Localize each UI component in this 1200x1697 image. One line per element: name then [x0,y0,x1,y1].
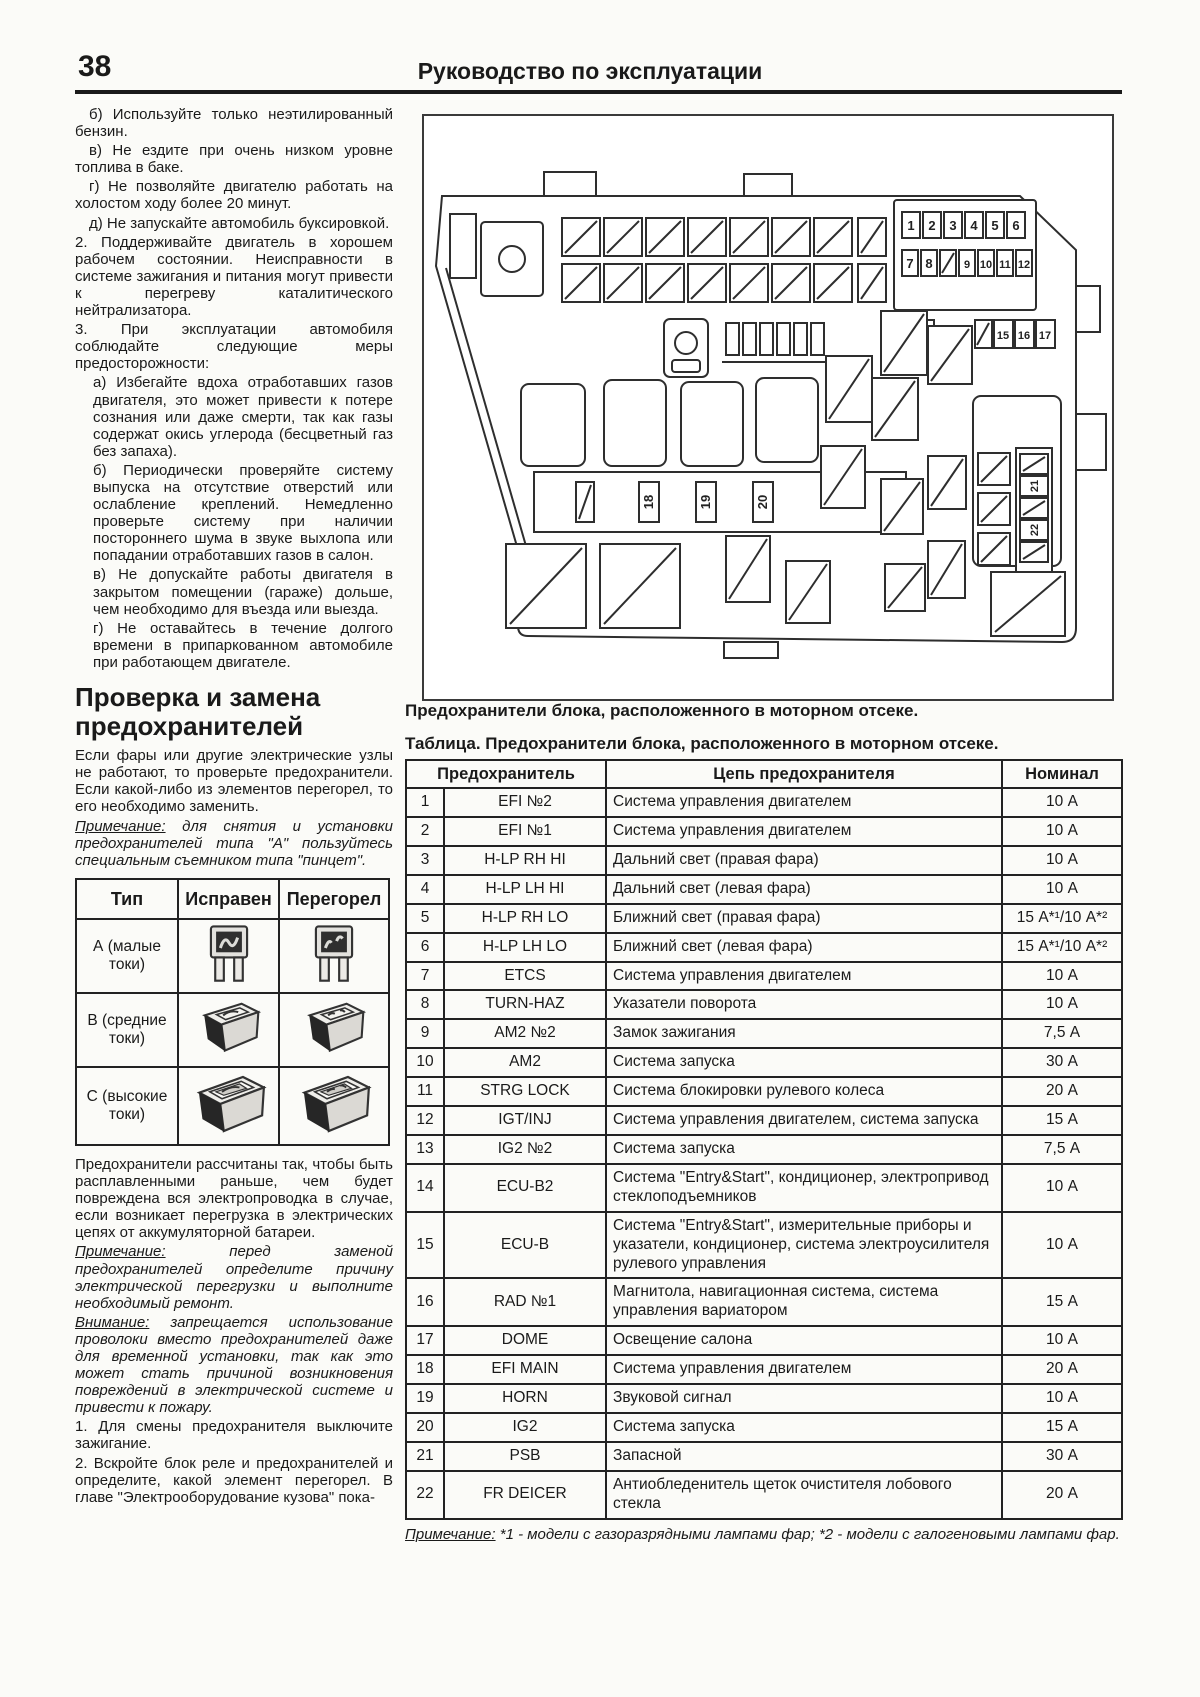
figure-caption: Предохранители блока, расположенного в моторном отсеке. [405,701,919,720]
fuse-rating: 15 А*¹/10 А*² [1002,904,1122,933]
fuse-type-table [75,878,390,1146]
table-row [406,1048,1122,1077]
table-row [406,1077,1122,1106]
footnote-label: Примечание: [405,1525,496,1543]
fuse-rating: 10 А [1002,990,1122,1019]
fuse-slot-label: 18 [641,494,656,510]
note [75,818,393,869]
warning-label: Внимание: [75,1313,150,1331]
fuse-name: H-LP LH HI [444,875,606,904]
table-row [406,1278,1122,1326]
paragraph: в) Не допускайте работы двигателя в закрытом помещении (гараже) дольше, чем необходимо для въезда или выезда. [93,566,393,618]
right-column [405,701,1121,1559]
fuse-number: 8 [406,990,444,1019]
fuse-circuit: Система управления двигателем, система запуска [606,1106,1002,1135]
fuse-name: PSB [444,1442,606,1471]
note-text: перед заменой предохранителей определите причину электрической перегрузки и выполните необходимый ремонт. [75,1243,393,1312]
col-circuit: Цепь предохранителя [606,760,1002,788]
paragraph: а) Избегайте вдоха отработавших газов двигателя, это может привести к потере сознания или даже смерти, так как газы содержат окись углерода (бесцветный газ без запаха). [93,374,393,460]
note-label: Примечание: [75,817,166,835]
mini-fuse-good-icon [178,919,279,993]
fuse-slot-label: 12 [1017,259,1031,271]
fuse-name: IG2 №2 [444,1135,606,1164]
table-row [406,1326,1122,1355]
paragraph: б) Периодически проверяйте систему выпуска на отсутствие отверстий или ослабление креплений. Немедленно проверьте систему при наличии постороннего шума в звуке выхлопа или попадании отработавших газов в салон. [93,461,393,565]
side-fuse-panel [973,396,1061,572]
fuse-slot-label: 6 [1012,218,1020,233]
table-row [406,1212,1122,1279]
fuse-number: 3 [406,846,444,875]
fuse-slot-label: 4 [970,218,978,233]
fuse-number: 15 [406,1212,444,1279]
footnote-text: *1 - модели с газоразрядными лампами фар; *2 - модели с галогеновыми лампами фар. [495,1525,1120,1543]
fuse-name: ECU-B2 [444,1164,606,1212]
fuse-table-rows [406,788,1122,1518]
fuse-name: H-LP LH LO [444,933,606,962]
fuse-rating: 15 А [1002,1413,1122,1442]
fuse-circuit: Система "Entry&Start", измерительные приборы и указатели, кондиционер, система электроусилителя рулевого управления [606,1212,1002,1279]
fuse-spec-table [405,759,1123,1520]
fuse-number: 1 [406,788,444,817]
fuse-circuit: Система запуска [606,1413,1002,1442]
fuse-slot-label: 17 [1038,330,1052,342]
fuse-type-label: В (средние токи) [76,993,178,1067]
table-row [406,817,1122,846]
fuse-circuit: Система запуска [606,1048,1002,1077]
fuse-circuit: Ближний свет (левая фара) [606,933,1002,962]
page-number: 38 [78,50,112,83]
table-footnote [405,1526,1121,1545]
fuse-circuit: Система управления двигателем [606,788,1002,817]
fuse-circuit: Система управления двигателем [606,1355,1002,1384]
table-row [406,1135,1122,1164]
table-row [406,990,1122,1019]
fuse-name: IGT/INJ [444,1106,606,1135]
table-row [406,788,1122,817]
fuse-number: 4 [406,875,444,904]
fuse-circuit: Запасной [606,1442,1002,1471]
col-rating: Номинал [1002,760,1122,788]
fuse-name: FR DEICER [444,1471,606,1519]
table-row [76,1067,389,1145]
mini-fuse-blown-icon [279,919,389,993]
fuse-slot-label: 5 [991,218,999,233]
table-row [406,1471,1122,1519]
table-row [406,1019,1122,1048]
fuse-circuit: Система запуска [606,1135,1002,1164]
fuse-name: ECU-B [444,1212,606,1279]
fuse-circuit: Система "Entry&Start", кондиционер, электропривод стеклоподъемников [606,1164,1002,1212]
warning-text: запрещается использование проволоки вместо предохранителей даже для временной установки, так как это может стать причиной возникновения повреждений в электрической системе и привести к пожару. [75,1313,393,1417]
cartridge-fuse-good-icon [178,1067,279,1145]
warning-note [75,1314,393,1417]
fuse-circuit: Система управления двигателем [606,962,1002,991]
fuse-circuit: Звуковой сигнал [606,1384,1002,1413]
fuse-name: HORN [444,1384,606,1413]
page-title: Руководство по эксплуатации [417,58,763,84]
fuse-slot-label: 7 [906,256,914,271]
fuse-number: 6 [406,933,444,962]
fuse-rating: 20 А [1002,1471,1122,1519]
fuse-rating: 30 А [1002,1048,1122,1077]
fuse-rating: 10 А [1002,846,1122,875]
fuse-name: RAD №1 [444,1278,606,1326]
fuse-slot-label: 9 [963,259,971,271]
section-title: Проверка и замена предохранителей [75,682,321,741]
paragraph: д) Не запускайте автомобиль буксировкой. [89,214,390,232]
fuse-circuit: Замок зажигания [606,1019,1002,1048]
table-row [406,1106,1122,1135]
table-title: Таблица. Предохранители блока, расположенного в моторном отсеке. [405,734,999,753]
fuse-slot-label: 15 [996,330,1010,342]
battery-terminal [450,214,543,296]
table-row [406,1442,1122,1471]
col-type: Тип [76,879,178,919]
table-row [406,933,1122,962]
note-label: Примечание: [75,1243,166,1261]
fuse-number: 20 [406,1413,444,1442]
fuse-number: 22 [406,1471,444,1519]
paragraph: г) Не позволяйте двигателю работать на холостом ходу более 20 минут. [75,178,393,213]
fuse-slot-label: 3 [949,218,957,233]
fuse-rating: 15 А [1002,1106,1122,1135]
fuse-name: EFI №2 [444,788,606,817]
fuse-box-diagram [426,116,1110,695]
fuse-number: 19 [406,1384,444,1413]
table-header-row [406,760,1122,788]
fuse-rating: 15 А [1002,1278,1122,1326]
col-blown: Перегорел [279,879,389,919]
relay-blocks [521,378,818,466]
fuse-name: STRG LOCK [444,1077,606,1106]
fuse-number: 5 [406,904,444,933]
fuse-slot-label: 16 [1017,330,1031,342]
left-column [75,106,393,1508]
fuse-circuit: Дальний свет (правая фара) [606,846,1002,875]
fuse-slot-label: 20 [755,494,770,510]
fuse-circuit: Система блокировки рулевого колеса [606,1077,1002,1106]
fuse-name: AM2 №2 [444,1019,606,1048]
fuse-slot-label: 1 [907,218,915,233]
fuse-rating: 10 А [1002,788,1122,817]
box-fuse-blown-icon [279,993,389,1067]
fuse-circuit: Антиобледенитель щеток очистителя лобового стекла [606,1471,1002,1519]
fuse-rating: 10 А [1002,1384,1122,1413]
fuse-name: EFI №1 [444,817,606,846]
fuse-rating: 30 А [1002,1442,1122,1471]
fuse-name: H-LP RH HI [444,846,606,875]
table-row [406,875,1122,904]
fuse-number: 11 [406,1077,444,1106]
fuse-slot-label: 8 [925,256,933,271]
table-row [406,846,1122,875]
note-text: для снятия и установки предохранителей типа "А" пользуйтесь специальным съемником типа "пинцет". [75,817,393,869]
table-row [406,1355,1122,1384]
fuse-number: 16 [406,1278,444,1326]
fuse-slot-label: 21 [1029,479,1041,493]
fuse-number: 18 [406,1355,444,1384]
fuse-name: DOME [444,1326,606,1355]
paragraph: 3. При эксплуатации автомобиля соблюдайте следующие меры предосторожности: [75,321,393,373]
fuse-rating: 10 А [1002,1212,1122,1279]
fuse-circuit: Дальний свет (левая фара) [606,875,1002,904]
fuse-type-label: А (малые токи) [76,919,178,993]
fuse-slot-label: 22 [1029,523,1041,537]
fuse-type-label: С (высокие токи) [76,1067,178,1145]
fuse-circuit: Освещение салона [606,1326,1002,1355]
table-row [406,962,1122,991]
fuse-name: ETCS [444,962,606,991]
fuse-rating: 10 А [1002,817,1122,846]
fuse-box-figure [422,114,1114,701]
paragraph: Если фары или другие электрические узлы не работают, то проверьте предохранители. Если какой-либо из элементов перегорел, то его необходимо заменить. [75,747,393,816]
fuse-rating: 15 А*¹/10 А*² [1002,933,1122,962]
fuse-number: 7 [406,962,444,991]
cartridge-fuse-blown-icon [279,1067,389,1145]
table-row [406,1413,1122,1442]
box-fuse-good-icon [178,993,279,1067]
paragraph: 1. Для смены предохранителя выключите зажигание. [75,1418,393,1453]
fuse-circuit: Система управления двигателем [606,817,1002,846]
connector-strip [722,323,828,362]
fuse-field-top [562,218,886,302]
col-fuse: Предохранитель [406,760,606,788]
fuse-circuit: Ближний свет (правая фара) [606,904,1002,933]
table-row [406,1164,1122,1212]
fuse-name: H-LP RH LO [444,904,606,933]
table-row [76,919,389,993]
fuse-number: 10 [406,1048,444,1077]
fuse-number: 2 [406,817,444,846]
fuse-slot-label: 11 [999,259,1011,271]
fuse-rating: 10 А [1002,1326,1122,1355]
paragraph: г) Не оставайтесь в течение долгого времени в припаркованном автомобиле при работающем двигателе. [93,619,393,671]
fuse-name: TURN-HAZ [444,990,606,1019]
screw-feature [664,319,708,377]
fuse-number: 9 [406,1019,444,1048]
fuse-circuit: Магнитола, навигационная система, система управления вариатором [606,1278,1002,1326]
fuse-rating: 10 А [1002,875,1122,904]
fuse-rating: 20 А [1002,1355,1122,1384]
fuse-number: 12 [406,1106,444,1135]
table-row [406,1384,1122,1413]
fuse-rating: 7,5 А [1002,1135,1122,1164]
col-good: Исправен [178,879,279,919]
fuse-name: AM2 [444,1048,606,1077]
fuse-number: 14 [406,1164,444,1212]
fuse-name: EFI MAIN [444,1355,606,1384]
table-row [406,904,1122,933]
fuse-circuit: Указатели поворота [606,990,1002,1019]
table-header-row [76,879,389,919]
fuse-slot-label: 19 [698,494,713,510]
fuse-slot-label: 10 [979,259,993,271]
fuse-number: 21 [406,1442,444,1471]
fuse-rating: 10 А [1002,1164,1122,1212]
fuse-rating: 7,5 А [1002,1019,1122,1048]
paragraph: в) Не ездите при очень низком уровне топлива в баке. [75,142,393,177]
table-row [76,993,389,1067]
fuse-number: 17 [406,1326,444,1355]
paragraph: Предохранители рассчитаны так, чтобы быть расплавленными раньше, чем будет повреждена вся электропроводка в случае, если возникает перегрузка в электрических цепях от аккумуляторной батареи. [75,1155,393,1242]
fuse-rating: 20 А [1002,1077,1122,1106]
fuse-number: 13 [406,1135,444,1164]
fuse-slot-label: 2 [928,218,936,233]
paragraph: 2. Поддерживайте двигатель в хорошем рабочем состоянии. Неисправности в системе зажигания и питания могут привести к перегреву каталитического нейтрализатора. [75,233,393,320]
fuse-rating: 10 А [1002,962,1122,991]
paragraph: 2. Вскройте блок реле и предохранителей и определите, какой элемент перегорел. В главе "Электрооборудование кузова" пока- [75,1454,393,1506]
fuse-name: IG2 [444,1413,606,1442]
paragraph: б) Используйте только неэтилированный бензин. [75,106,393,141]
header-rule [75,90,1122,94]
note [75,1243,393,1311]
